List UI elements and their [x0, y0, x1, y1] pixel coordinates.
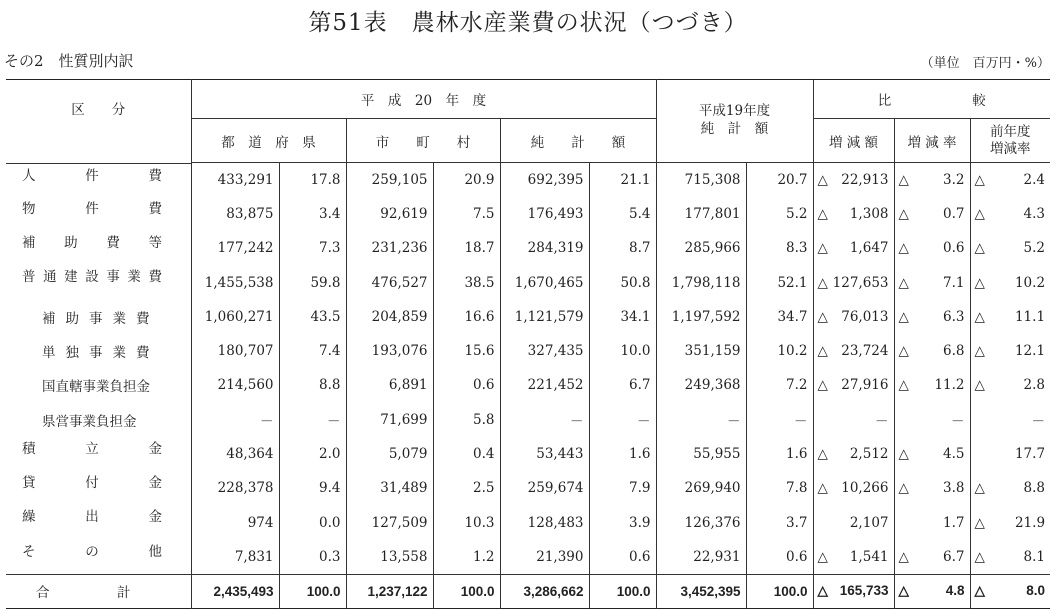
cell-prev: 351,159: [656, 334, 746, 368]
header-junkei: 純 計 額: [500, 119, 656, 163]
cell-value: 0.6: [943, 240, 965, 257]
cell-prevR: 7.2: [746, 368, 813, 402]
triangle-minus-mark: △: [974, 514, 985, 531]
cell-value: 21.9: [1014, 514, 1046, 531]
triangle-minus-mark: △: [817, 308, 828, 325]
cell-value: 0.7: [943, 205, 965, 222]
row-label: [6, 505, 191, 525]
cell-value: 1.7: [943, 514, 965, 531]
cell-pref: 180,707: [191, 334, 279, 368]
cell-prevRate: [970, 505, 1050, 539]
cell-value: 10.2: [1014, 274, 1046, 291]
cell-value: －: [1031, 413, 1046, 430]
cell-netR: 1.6: [589, 437, 656, 471]
table-row: [6, 334, 1050, 368]
cell-prefR: 7.3: [279, 231, 346, 265]
cell-net: 176,493: [500, 197, 589, 231]
cell-prevRate: [970, 437, 1050, 471]
table-subtitle: その2 性質別内訳: [4, 52, 134, 70]
triangle-minus-mark: △: [817, 446, 828, 463]
cell-muni: 476,527: [346, 265, 433, 299]
cell-prefR: 17.8: [279, 163, 346, 197]
cell-value: 2.4: [1023, 171, 1046, 188]
row-label-text: そ の 他: [22, 543, 162, 560]
table-body: [6, 163, 1050, 609]
cell-rate: [894, 334, 970, 368]
cell-netR: 50.8: [589, 265, 656, 299]
cell-prev: 285,966: [656, 231, 746, 265]
cell-value: 2,512: [849, 446, 889, 463]
cell-muni: 127,509: [346, 505, 433, 539]
cell-rate: [894, 163, 970, 197]
cell-value: 27,916: [841, 377, 889, 394]
cell-prefR: 43.5: [279, 300, 346, 334]
triangle-minus-mark: △: [898, 583, 909, 599]
cell-pref: 177,242: [191, 231, 279, 265]
triangle-minus-mark: △: [974, 308, 985, 325]
cell-diff: [813, 231, 894, 265]
cell-net: 327,435: [500, 334, 589, 368]
cell-prevRate: [970, 197, 1050, 231]
triangle-minus-mark: △: [898, 205, 909, 222]
triangle-minus-mark: △: [974, 548, 985, 565]
cell-diff: [813, 505, 894, 539]
cell-net: 1,121,579: [500, 300, 589, 334]
cell-value: 76,013: [841, 308, 889, 325]
cell-value: －: [951, 413, 965, 430]
cell-net: 692,395: [500, 163, 589, 197]
cell-prevR: 8.3: [746, 231, 813, 265]
cell-diff: [813, 334, 894, 368]
cell-diff: [813, 368, 894, 402]
header-zennendo-line1: 前年度: [990, 123, 1031, 140]
cell-rate: [894, 540, 970, 574]
cell-netR: 100.0: [589, 574, 656, 608]
table-row: [6, 437, 1050, 471]
cell-netR: －: [589, 403, 656, 437]
cell-diff: [813, 265, 894, 299]
total-row: [6, 574, 1050, 608]
triangle-minus-mark: △: [898, 274, 909, 291]
row-label-text: 繰 出 金: [22, 509, 162, 526]
cell-prevR: 1.6: [746, 437, 813, 471]
cell-muniR: 0.6: [433, 368, 500, 402]
cell-rate: [894, 471, 970, 505]
table-row: [6, 231, 1050, 265]
cell-value: 17.7: [1014, 446, 1046, 463]
cell-muniR: 18.7: [433, 231, 500, 265]
cell-muniR: 20.9: [433, 163, 500, 197]
cell-netR: 34.1: [589, 300, 656, 334]
cell-prefR: 3.4: [279, 197, 346, 231]
cell-prevRate: [970, 334, 1050, 368]
cell-diff: [813, 197, 894, 231]
cell-diff: [813, 471, 894, 505]
cell-diff: [813, 437, 894, 471]
cell-muni: 6,891: [346, 368, 433, 402]
triangle-minus-mark: △: [817, 274, 828, 291]
data-table: [6, 79, 1050, 609]
triangle-minus-mark: △: [898, 446, 909, 463]
cell-prev: －: [656, 403, 746, 437]
header-heisei19-line2: 純 計 額: [700, 121, 769, 137]
cell-value: 3.2: [943, 171, 965, 188]
cell-prevRate: [970, 540, 1050, 574]
header-heisei19: [656, 80, 813, 163]
cell-net: 128,483: [500, 505, 589, 539]
cell-pref: 433,291: [191, 163, 279, 197]
cell-prevR: 10.2: [746, 334, 813, 368]
row-label-text: 貸 付 金: [22, 475, 162, 492]
triangle-minus-mark: △: [898, 240, 909, 257]
triangle-minus-mark: △: [817, 583, 828, 599]
cell-netR: 5.4: [589, 197, 656, 231]
cell-rate: [894, 505, 970, 539]
cell-netR: 21.1: [589, 163, 656, 197]
cell-diff: [813, 300, 894, 334]
cell-muni: 92,619: [346, 197, 433, 231]
row-label-text: 国直轄事業負担金: [42, 379, 150, 396]
cell-muniR: 38.5: [433, 265, 500, 299]
triangle-minus-mark: △: [974, 274, 985, 291]
cell-value: 127,653: [832, 274, 889, 291]
cell-value: 8.0: [1026, 583, 1046, 599]
cell-prev: 3,452,395: [656, 574, 746, 608]
table-row: [6, 265, 1050, 299]
cell-value: 7.1: [943, 274, 965, 291]
cell-netR: 0.6: [589, 540, 656, 574]
cell-diff: [813, 403, 894, 437]
cell-value: 4.3: [1023, 205, 1046, 222]
cell-net: 21,390: [500, 540, 589, 574]
cell-prev: 269,940: [656, 471, 746, 505]
triangle-minus-mark: △: [974, 171, 985, 188]
triangle-minus-mark: △: [817, 205, 828, 222]
cell-rate: [894, 197, 970, 231]
cell-net: 259,674: [500, 471, 589, 505]
cell-value: 23,724: [841, 343, 889, 360]
cell-prefR: 100.0: [279, 574, 346, 608]
cell-prevRate: [970, 300, 1050, 334]
cell-net: 284,319: [500, 231, 589, 265]
row-label: [6, 574, 191, 608]
cell-muni: 13,558: [346, 540, 433, 574]
triangle-minus-mark: △: [817, 240, 828, 257]
cell-muni: 231,236: [346, 231, 433, 265]
cell-net: 1,670,465: [500, 265, 589, 299]
row-label: [6, 231, 191, 251]
cell-value: 4.8: [945, 583, 965, 599]
cell-rate: [894, 231, 970, 265]
cell-value: 1,308: [849, 205, 889, 222]
cell-prev: 126,376: [656, 505, 746, 539]
cell-rate: [894, 437, 970, 471]
cell-net: －: [500, 403, 589, 437]
cell-muni: 71,699: [346, 403, 433, 437]
cell-value: 2,107: [849, 514, 889, 531]
cell-prefR: 0.3: [279, 540, 346, 574]
cell-value: 1,541: [849, 548, 889, 565]
cell-muniR: 15.6: [433, 334, 500, 368]
cell-value: 11.1: [1014, 308, 1046, 325]
cell-prevR: 20.7: [746, 163, 813, 197]
cell-rate: [894, 403, 970, 437]
table-row: [6, 368, 1050, 402]
cell-netR: 6.7: [589, 368, 656, 402]
row-label: [6, 403, 191, 437]
cell-muniR: 1.2: [433, 540, 500, 574]
header-zennendo-line2: 増減率: [990, 140, 1031, 157]
cell-prevRate: [970, 163, 1050, 197]
cell-prevR: 0.6: [746, 540, 813, 574]
table-row: [6, 300, 1050, 334]
cell-pref: 974: [191, 505, 279, 539]
cell-prefR: 59.8: [279, 265, 346, 299]
triangle-minus-mark: △: [898, 548, 909, 565]
cell-value: 11.2: [934, 377, 965, 394]
table-row: [6, 471, 1050, 505]
header-zougen-gaku: 増 減 額: [813, 119, 894, 163]
row-label: [6, 471, 191, 491]
cell-net: 3,286,662: [500, 574, 589, 608]
cell-prev: 55,955: [656, 437, 746, 471]
row-label-text: 人 件 費: [22, 167, 162, 184]
header-heisei19-line1: 平成19年度: [698, 103, 771, 119]
cell-prefR: 0.0: [279, 505, 346, 539]
cell-muniR: 0.4: [433, 437, 500, 471]
row-label: [6, 300, 191, 334]
cell-prev: 177,801: [656, 197, 746, 231]
triangle-minus-mark: △: [898, 480, 909, 497]
cell-prevR: 34.7: [746, 300, 813, 334]
cell-muni: 193,076: [346, 334, 433, 368]
cell-prevRate: [970, 368, 1050, 402]
row-label: [6, 437, 191, 457]
triangle-minus-mark: △: [974, 343, 985, 360]
cell-diff: [813, 540, 894, 574]
unit-note: （単位 百万円・%）: [920, 56, 1050, 71]
cell-prev: 22,931: [656, 540, 746, 574]
cell-muniR: 7.5: [433, 197, 500, 231]
cell-prefR: 9.4: [279, 471, 346, 505]
row-label: [6, 163, 191, 184]
row-label: [6, 265, 191, 285]
cell-net: 221,452: [500, 368, 589, 402]
cell-prev: 249,368: [656, 368, 746, 402]
row-label: [6, 197, 191, 217]
cell-prefR: 2.0: [279, 437, 346, 471]
row-label-text: 県営事業負担金: [42, 413, 137, 430]
cell-muni: 31,489: [346, 471, 433, 505]
triangle-minus-mark: △: [817, 377, 828, 394]
row-label-text: 合 計: [36, 585, 131, 602]
row-label: [6, 540, 191, 560]
triangle-minus-mark: △: [817, 171, 828, 188]
cell-netR: 7.9: [589, 471, 656, 505]
cell-value: 22,913: [841, 171, 889, 188]
cell-prevR: 52.1: [746, 265, 813, 299]
cell-value: 1,647: [849, 240, 889, 257]
cell-value: 10,266: [841, 480, 889, 497]
triangle-minus-mark: △: [974, 480, 985, 497]
triangle-minus-mark: △: [817, 343, 828, 360]
cell-rate: [894, 265, 970, 299]
cell-value: 6.3: [943, 308, 965, 325]
row-label-text: 補助事業費: [42, 310, 160, 327]
cell-pref: 1,455,538: [191, 265, 279, 299]
row-label-text: 単独事業費: [42, 345, 160, 362]
cell-value: 5.2: [1023, 240, 1046, 257]
triangle-minus-mark: △: [974, 377, 985, 394]
cell-prevR: 100.0: [746, 574, 813, 608]
cell-value: 3.8: [943, 480, 965, 497]
cell-prev: 715,308: [656, 163, 746, 197]
cell-muni: 5,079: [346, 437, 433, 471]
cell-muniR: 5.8: [433, 403, 500, 437]
triangle-minus-mark: △: [974, 205, 985, 222]
cell-value: 6.8: [943, 343, 965, 360]
row-label-text: 積 立 金: [22, 440, 162, 457]
cell-pref: 228,378: [191, 471, 279, 505]
table-row: [6, 403, 1050, 437]
cell-muni: 204,859: [346, 300, 433, 334]
cell-prevRate: [970, 574, 1050, 608]
cell-rate: [894, 368, 970, 402]
cell-diff: [813, 574, 894, 608]
cell-value: 6.7: [943, 548, 965, 565]
cell-rate: [894, 574, 970, 608]
cell-value: 12.1: [1014, 343, 1046, 360]
cell-prefR: 8.8: [279, 368, 346, 402]
cell-prevR: 3.7: [746, 505, 813, 539]
cell-prev: 1,798,118: [656, 265, 746, 299]
triangle-minus-mark: △: [817, 480, 828, 497]
cell-pref: 2,435,493: [191, 574, 279, 608]
header-zougen-ritsu: 増 減 率: [894, 119, 970, 163]
cell-prefR: －: [279, 403, 346, 437]
cell-netR: 8.7: [589, 231, 656, 265]
triangle-minus-mark: △: [898, 377, 909, 394]
cell-value: －: [875, 413, 889, 430]
table-row: [6, 163, 1050, 197]
cell-value: 165,733: [839, 583, 889, 599]
cell-prevR: －: [746, 403, 813, 437]
header-shichoson: 市 町 村: [346, 119, 500, 163]
table-row: [6, 197, 1050, 231]
triangle-minus-mark: △: [817, 548, 828, 565]
cell-prevRate: [970, 471, 1050, 505]
header-kubun: 区 分: [71, 102, 126, 118]
cell-muniR: 100.0: [433, 574, 500, 608]
cell-prevRate: [970, 265, 1050, 299]
cell-pref: 83,875: [191, 197, 279, 231]
cell-pref: 48,364: [191, 437, 279, 471]
table-row: [6, 505, 1050, 539]
row-label-text: 補 助 費 等: [22, 235, 162, 252]
cell-prefR: 7.4: [279, 334, 346, 368]
row-label: [6, 334, 191, 368]
cell-pref: 7,831: [191, 540, 279, 574]
triangle-minus-mark: △: [898, 308, 909, 325]
cell-prevRate: [970, 403, 1050, 437]
cell-netR: 3.9: [589, 505, 656, 539]
header-heisei20: 平 成 20 年 度: [191, 80, 656, 119]
cell-muniR: 16.6: [433, 300, 500, 334]
cell-pref: －: [191, 403, 279, 437]
triangle-minus-mark: △: [898, 171, 909, 188]
cell-value: 4.5: [943, 446, 965, 463]
triangle-minus-mark: △: [898, 343, 909, 360]
cell-prevRate: [970, 231, 1050, 265]
cell-pref: 1,060,271: [191, 300, 279, 334]
cell-value: 2.8: [1023, 377, 1046, 394]
page-title: 第51表 農林水産業費の状況（つづき）: [308, 10, 748, 36]
cell-muniR: 10.3: [433, 505, 500, 539]
triangle-minus-mark: △: [974, 240, 985, 257]
cell-muni: 1,237,122: [346, 574, 433, 608]
triangle-minus-mark: △: [974, 583, 985, 599]
cell-prevR: 5.2: [746, 197, 813, 231]
cell-prev: 1,197,592: [656, 300, 746, 334]
cell-netR: 10.0: [589, 334, 656, 368]
table-row: [6, 540, 1050, 574]
header-hikaku: 比 較: [813, 80, 1050, 119]
header-zennendo: [970, 119, 1050, 163]
cell-prevR: 7.8: [746, 471, 813, 505]
cell-pref: 214,560: [191, 368, 279, 402]
cell-net: 53,443: [500, 437, 589, 471]
cell-rate: [894, 300, 970, 334]
cell-muni: 259,105: [346, 163, 433, 197]
row-label: [6, 368, 191, 402]
cell-value: 8.8: [1023, 480, 1046, 497]
cell-muniR: 2.5: [433, 471, 500, 505]
cell-value: 8.1: [1023, 548, 1046, 565]
row-label-text: 普 通 建 設 事 業 費: [22, 269, 162, 286]
header-todofuken: 都 道 府 県: [191, 119, 346, 163]
cell-diff: [813, 163, 894, 197]
row-label-text: 物 件 費: [22, 200, 162, 217]
